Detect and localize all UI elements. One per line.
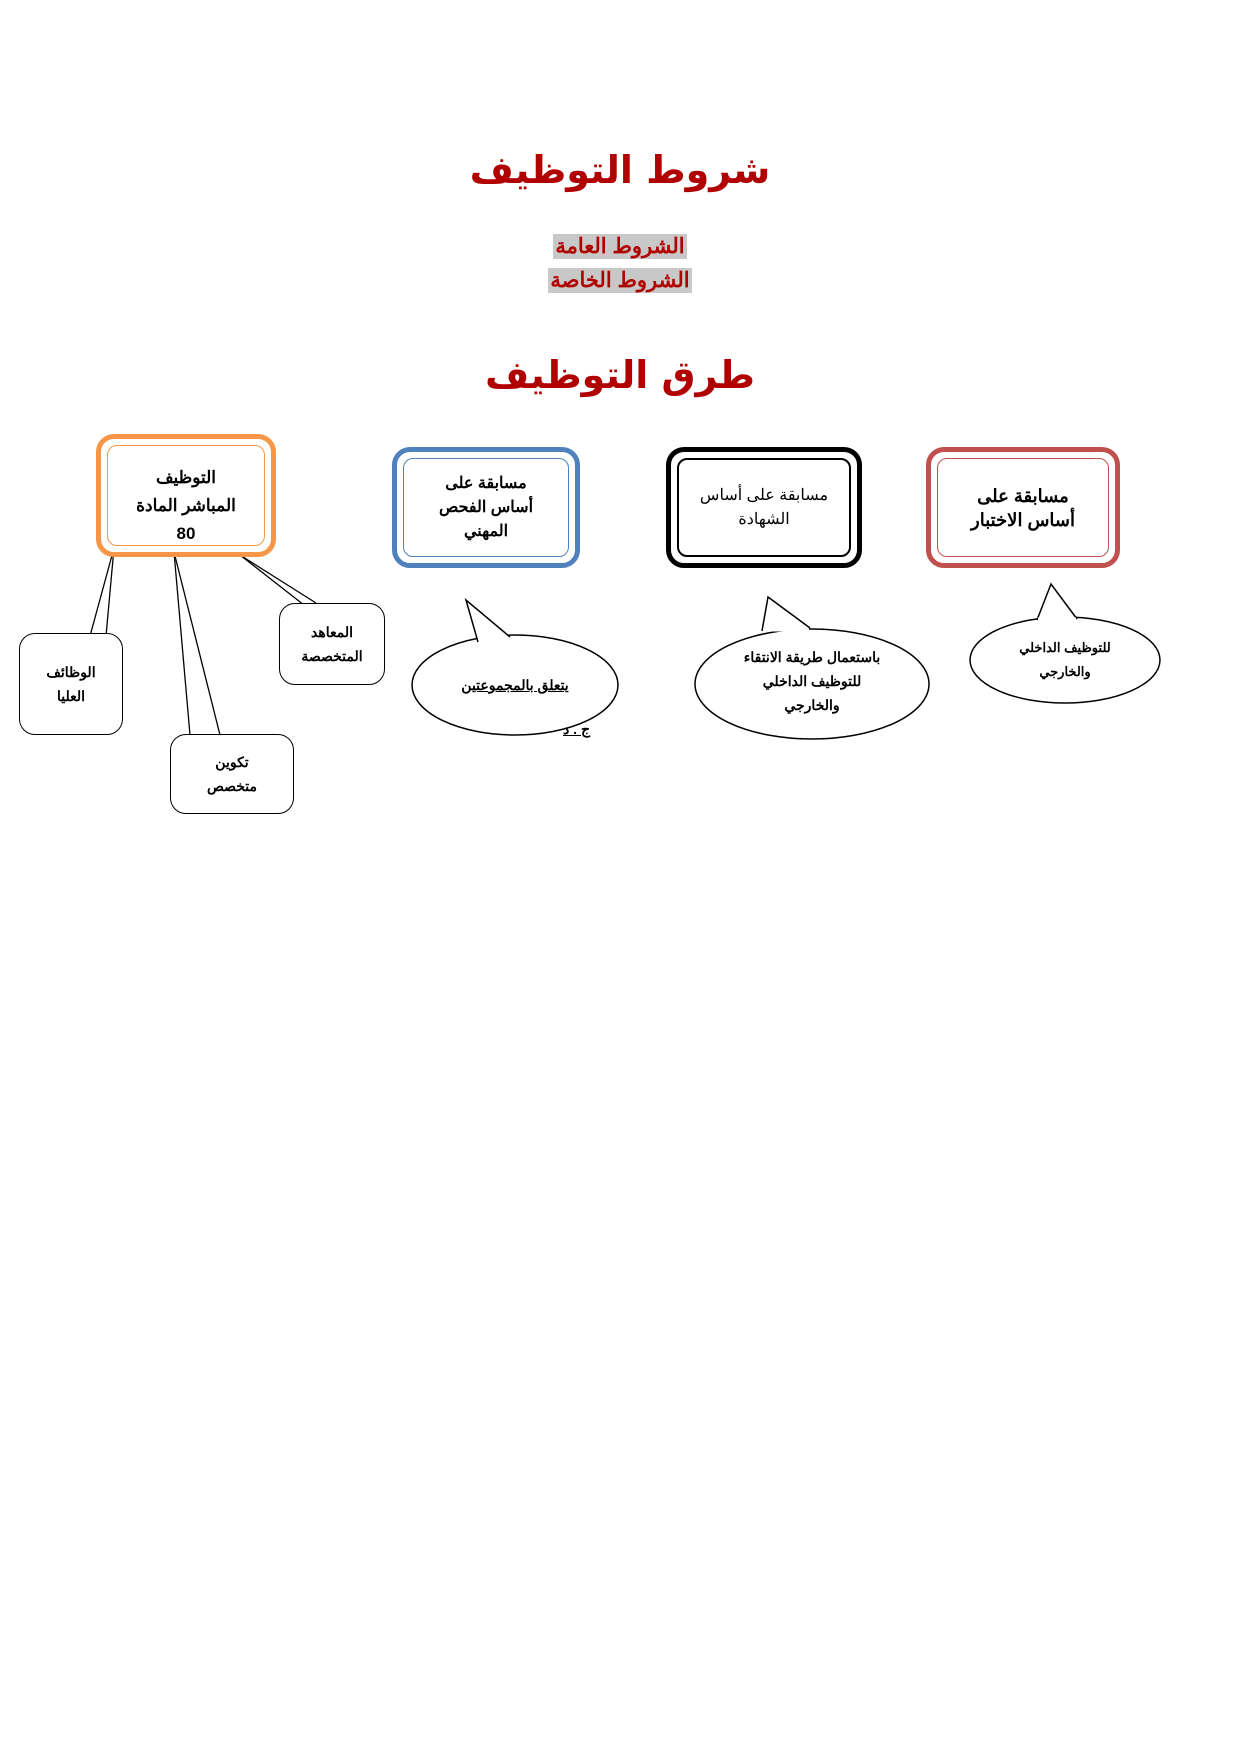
connector-training xyxy=(174,552,190,735)
exam-competition-label: مسابقة على أساس الاختبار xyxy=(971,485,1075,530)
connector-training-2 xyxy=(174,552,220,735)
professional-competition-box xyxy=(392,447,580,568)
conditions-title: شروط التوظيف xyxy=(469,148,771,192)
institutes-box: المعاهد المتخصصة xyxy=(279,603,385,685)
methods-title: طرق التوظيف xyxy=(485,353,755,397)
exam-callout-tail xyxy=(1037,584,1077,620)
specialized-training-box: تكوين متخصص xyxy=(170,734,294,814)
certificate-competition-label: مسابقة على أساس الشهادة xyxy=(699,486,829,528)
professional-callout xyxy=(440,652,590,762)
professional-callout-line2: ج . د xyxy=(563,721,590,737)
general-conditions-label: الشروط العامة xyxy=(555,235,685,258)
high-positions-box: الوظائف العليا xyxy=(19,633,123,735)
certificate-callout-text: باستعمال طريقة الانتقاء للتوظيف الداخلي والخارجي xyxy=(743,649,881,713)
professional-competition-label: مسابقة على أساس الفحص المهني xyxy=(438,474,534,540)
exam-competition-box xyxy=(926,447,1120,568)
certificate-callout-tail xyxy=(762,597,810,631)
connector-institutes xyxy=(240,555,316,603)
professional-callout-tail xyxy=(466,600,510,642)
direct-employment-label: التوظيف المباشر المادة 80 xyxy=(136,467,236,543)
certificate-competition-box xyxy=(666,447,862,568)
special-conditions-label: الشروط الخاصة xyxy=(550,269,690,292)
direct-employment-box xyxy=(96,434,276,557)
exam-callout-text: للتوظيف الداخلي والخارجي xyxy=(1019,640,1111,679)
professional-callout-line1: يتعلق بالمجموعتين xyxy=(461,677,569,693)
